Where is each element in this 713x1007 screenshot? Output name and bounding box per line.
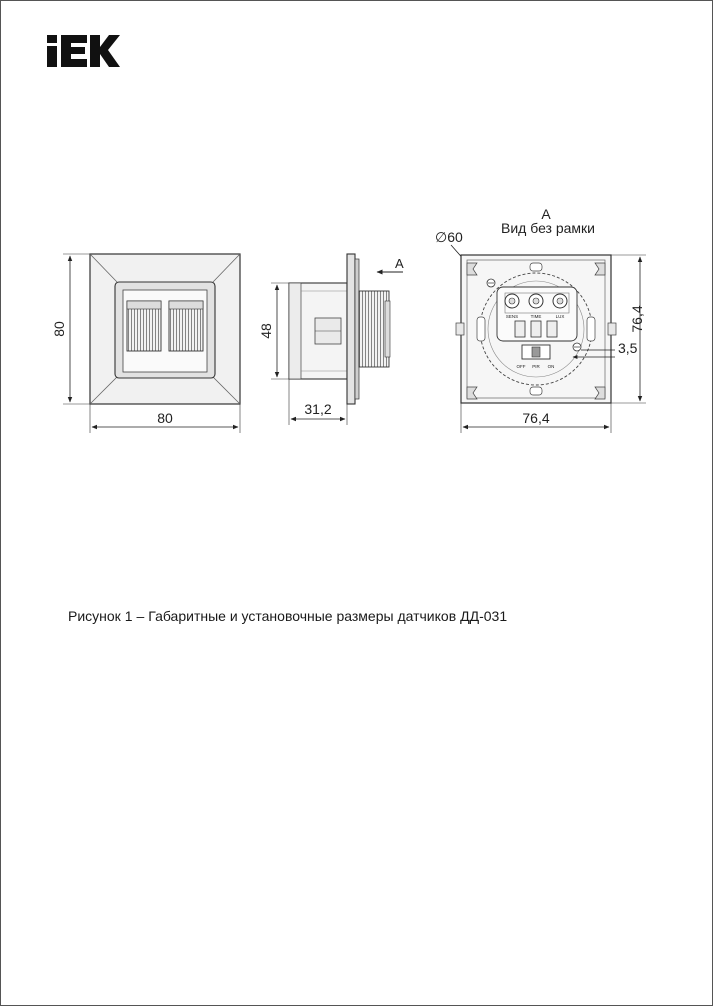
side-height-label: 48 [258, 323, 274, 339]
side-view [258, 254, 404, 425]
rear-width-label: 76,4 [522, 410, 550, 426]
front-view [51, 254, 240, 433]
front-width-label: 80 [157, 410, 173, 426]
figure-caption [68, 608, 668, 624]
side-lens [359, 291, 389, 367]
switch-pir-label: PIR [532, 364, 540, 369]
side-depth-label: 31,2 [304, 401, 332, 417]
rear-view-letter: А [541, 206, 551, 222]
time-label: TIME [530, 314, 542, 319]
offset-label: 3,5 [618, 340, 638, 356]
rear-height-label: 76,4 [629, 305, 645, 333]
rear-view [435, 206, 646, 433]
sens-label: SENS [505, 314, 519, 319]
technical-drawing [1, 1, 713, 1007]
side-frame [347, 254, 355, 404]
diameter-label: ∅60 [435, 229, 463, 245]
lux-label: LUX [555, 314, 565, 319]
caption-prefix: Рисунок 1 [68, 608, 133, 624]
view-marker-a: А [395, 256, 404, 271]
caption-model: ДД-031 [460, 608, 508, 624]
switch-on-label: ON [547, 364, 555, 369]
rear-view-title: Вид без рамки [500, 220, 596, 236]
front-height-label: 80 [51, 321, 67, 337]
caption-text: Габаритные и установочные размеры датчиков [148, 608, 457, 624]
caption-dash: – [136, 608, 145, 624]
switch-off-label: OFF [516, 364, 526, 369]
